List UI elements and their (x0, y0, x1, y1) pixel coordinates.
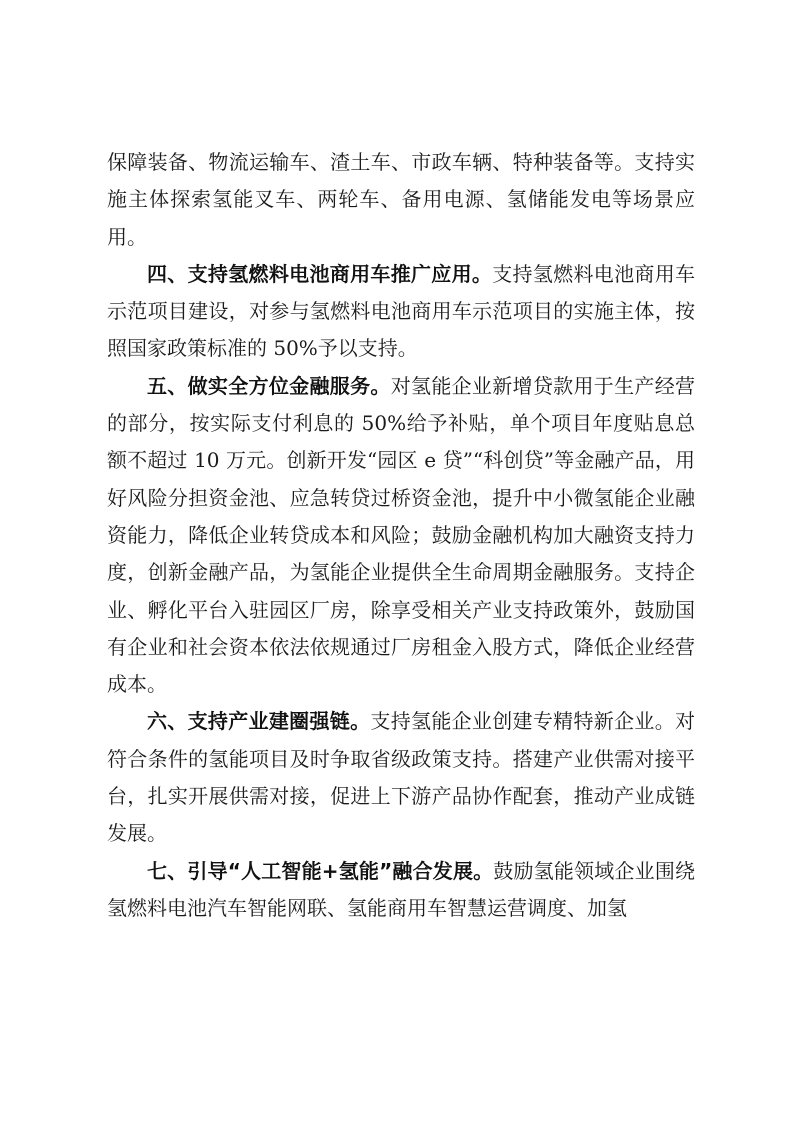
document-body (107, 144, 695, 927)
section-heading: 四、支持氢燃料电池商用车推广应用。 (147, 261, 493, 286)
paragraph-continuation (107, 144, 695, 256)
section-heading: 六、支持产业建圈强链。 (147, 709, 371, 734)
paragraph-body: 支持氢燃料电池商用车示范项目建设，对参与氢燃料电池商用车示范项目的实施主体，按照国家政策标准的 50%予以支持。 (107, 261, 696, 361)
paragraph-body: 对氢能企业新增贷款用于生产经营的部分，按实际支付利息的 50%给予补贴，单个项目年度贴息总额不超过 10 万元。创新开发“园区 e 贷”“科创贷”等金融产品，用好风险分担资金池、应急转贷过桥资金池，提升中小微氢能企业融资能力，降低企业转贷成本和风险；鼓励金融机构加大融资支持力度，创新金融产品，为氢能企业提供全生命周期金融服务。支持企业、孵化平台入驻园区厂房，除享受相关产业支持政策外，鼓励国有企业和社会资本依法依规通过厂房租金入股方式，降低企业经营成本。 (107, 373, 696, 697)
paragraph-section-4 (107, 256, 695, 368)
paragraph-body: 支持氢能企业创建专精特新企业。对符合条件的氢能项目及时争取省级政策支持。搭建产业供需对接平台，扎实开展供需对接，促进上下游产品协作配套，推动产业成链发展。 (107, 709, 696, 846)
paragraph-body: 鼓励氢能领域企业围绕氢燃料电池汽车智能网联、氢能商用车智慧运营调度、加氢 (107, 858, 696, 920)
paragraph-body: 保障装备、物流运输车、渣土车、市政车辆、特种装备等。支持实施主体探索氢能叉车、两轮车、备用电源、氢储能发电等场景应用。 (107, 150, 695, 249)
section-heading: 七、引导“人工智能+氢能”融合发展。 (147, 858, 494, 883)
paragraph-section-5 (107, 368, 695, 704)
section-heading: 五、做实全方位金融服务。 (147, 373, 391, 398)
paragraph-section-6 (107, 703, 695, 852)
paragraph-section-7 (107, 853, 695, 928)
